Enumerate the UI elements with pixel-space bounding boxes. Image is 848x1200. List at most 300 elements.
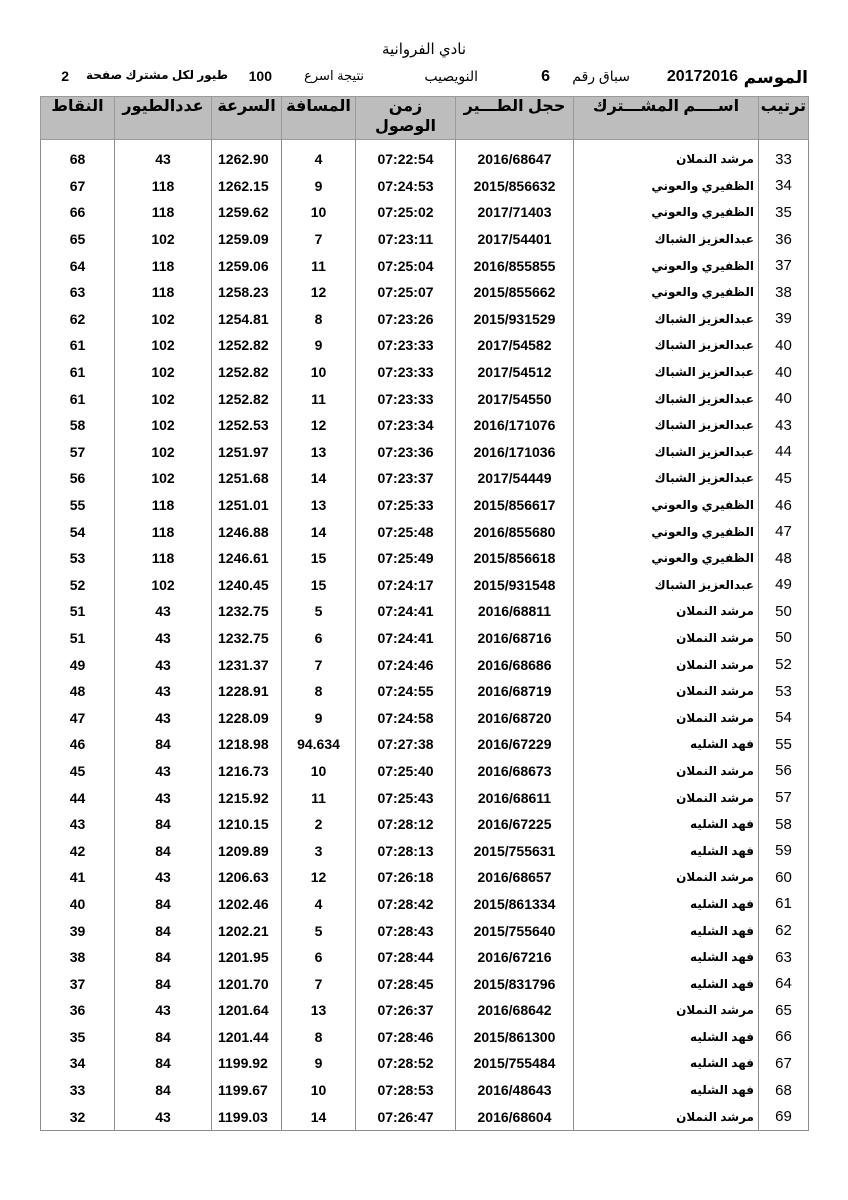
cell-arrival-time: 07:23:26 bbox=[356, 306, 456, 333]
table-row bbox=[41, 306, 809, 333]
cell-rank: 68 bbox=[759, 1077, 809, 1104]
cell-points: 61 bbox=[41, 332, 115, 359]
cell-rank: 58 bbox=[759, 811, 809, 838]
cell-bird-count: 84 bbox=[115, 1024, 212, 1051]
cell-participant-name: فهد الشليه bbox=[574, 891, 759, 918]
cell-speed: 1252.82 bbox=[212, 332, 282, 359]
cell-speed: 1259.06 bbox=[212, 252, 282, 279]
cell-bird-count: 102 bbox=[115, 226, 212, 253]
cell-ring-number: 2016/68604 bbox=[456, 1103, 574, 1130]
cell-arrival-time: 07:25:04 bbox=[356, 252, 456, 279]
cell-arrival-time: 07:28:44 bbox=[356, 944, 456, 971]
cell-ring-number: 2016/68716 bbox=[456, 625, 574, 652]
table-row bbox=[41, 332, 809, 359]
cell-points: 63 bbox=[41, 279, 115, 306]
cell-rank: 34 bbox=[759, 173, 809, 200]
cell-bird-count: 102 bbox=[115, 572, 212, 599]
cell-arrival-time: 07:23:37 bbox=[356, 465, 456, 492]
cell-participant-name: فهد الشليه bbox=[574, 837, 759, 864]
cell-rank: 50 bbox=[759, 625, 809, 652]
header-distance: المسافة bbox=[282, 97, 356, 140]
cell-distance: 15 bbox=[282, 572, 356, 599]
cell-ring-number: 2015/861300 bbox=[456, 1024, 574, 1051]
cell-speed: 1231.37 bbox=[212, 651, 282, 678]
cell-speed: 1210.15 bbox=[212, 811, 282, 838]
cell-points: 55 bbox=[41, 492, 115, 519]
cell-arrival-time: 07:24:41 bbox=[356, 625, 456, 652]
cell-distance: 6 bbox=[282, 944, 356, 971]
table-row bbox=[41, 359, 809, 386]
cell-bird-count: 102 bbox=[115, 465, 212, 492]
cell-ring-number: 2017/71403 bbox=[456, 199, 574, 226]
cell-arrival-time: 07:28:13 bbox=[356, 837, 456, 864]
cell-points: 45 bbox=[41, 758, 115, 785]
result-label: نتيجة اسرع bbox=[304, 68, 364, 83]
table-row bbox=[41, 811, 809, 838]
table-row bbox=[41, 545, 809, 572]
cell-bird-count: 43 bbox=[115, 784, 212, 811]
table-row bbox=[41, 199, 809, 226]
fastest-count: 100 bbox=[248, 68, 272, 84]
cell-bird-count: 84 bbox=[115, 837, 212, 864]
cell-bird-count: 118 bbox=[115, 199, 212, 226]
cell-rank: 38 bbox=[759, 279, 809, 306]
cell-distance: 8 bbox=[282, 306, 356, 333]
header-points: النقاط bbox=[41, 97, 115, 140]
cell-bird-count: 43 bbox=[115, 146, 212, 173]
cell-distance: 5 bbox=[282, 917, 356, 944]
table-row bbox=[41, 439, 809, 466]
table-row bbox=[41, 492, 809, 519]
cell-participant-name: مرشد النملان bbox=[574, 997, 759, 1024]
cell-distance: 11 bbox=[282, 252, 356, 279]
club-title: نادي الفروانية bbox=[381, 41, 467, 58]
cell-ring-number: 2017/54512 bbox=[456, 359, 574, 386]
cell-ring-number: 2016/68720 bbox=[456, 704, 574, 731]
cell-points: 32 bbox=[41, 1103, 115, 1130]
cell-rank: 33 bbox=[759, 146, 809, 173]
cell-speed: 1209.89 bbox=[212, 837, 282, 864]
cell-ring-number: 2016/855855 bbox=[456, 252, 574, 279]
cell-speed: 1202.46 bbox=[212, 891, 282, 918]
cell-points: 44 bbox=[41, 784, 115, 811]
cell-ring-number: 2016/68611 bbox=[456, 784, 574, 811]
cell-speed: 1258.23 bbox=[212, 279, 282, 306]
season-label: الموسم bbox=[743, 68, 808, 87]
cell-points: 37 bbox=[41, 970, 115, 997]
cell-speed: 1201.44 bbox=[212, 1024, 282, 1051]
cell-bird-count: 102 bbox=[115, 385, 212, 412]
table-row bbox=[41, 970, 809, 997]
cell-points: 42 bbox=[41, 837, 115, 864]
table-row bbox=[41, 864, 809, 891]
cell-bird-count: 118 bbox=[115, 173, 212, 200]
cell-distance: 9 bbox=[282, 173, 356, 200]
cell-ring-number: 2016/68673 bbox=[456, 758, 574, 785]
cell-bird-count: 84 bbox=[115, 1077, 212, 1104]
cell-points: 38 bbox=[41, 944, 115, 971]
cell-speed: 1240.45 bbox=[212, 572, 282, 599]
cell-distance: 7 bbox=[282, 226, 356, 253]
header-bird-count: عددالطيور bbox=[115, 97, 212, 140]
cell-rank: 59 bbox=[759, 837, 809, 864]
race-location: النويصيب bbox=[424, 68, 478, 84]
cell-distance: 10 bbox=[282, 758, 356, 785]
table-row bbox=[41, 731, 809, 758]
table-row bbox=[41, 173, 809, 200]
table-row bbox=[41, 279, 809, 306]
cell-rank: 47 bbox=[759, 518, 809, 545]
results-body bbox=[41, 140, 809, 1131]
cell-bird-count: 102 bbox=[115, 359, 212, 386]
cell-participant-name: الظفيري والعوني bbox=[574, 518, 759, 545]
cell-speed: 1252.82 bbox=[212, 359, 282, 386]
cell-participant-name: عبدالعزيز الشباك bbox=[574, 385, 759, 412]
cell-points: 40 bbox=[41, 891, 115, 918]
cell-ring-number: 2016/48643 bbox=[456, 1077, 574, 1104]
cell-rank: 35 bbox=[759, 199, 809, 226]
table-row bbox=[41, 146, 809, 173]
cell-arrival-time: 07:25:43 bbox=[356, 784, 456, 811]
cell-points: 48 bbox=[41, 678, 115, 705]
cell-points: 49 bbox=[41, 651, 115, 678]
cell-rank: 67 bbox=[759, 1050, 809, 1077]
cell-distance: 12 bbox=[282, 864, 356, 891]
cell-participant-name: مرشد النملان bbox=[574, 651, 759, 678]
cell-rank: 69 bbox=[759, 1103, 809, 1130]
cell-arrival-time: 07:28:12 bbox=[356, 811, 456, 838]
table-row bbox=[41, 678, 809, 705]
cell-participant-name: فهد الشليه bbox=[574, 970, 759, 997]
cell-rank: 37 bbox=[759, 252, 809, 279]
cell-ring-number: 2015/931529 bbox=[456, 306, 574, 333]
cell-bird-count: 84 bbox=[115, 731, 212, 758]
cell-rank: 54 bbox=[759, 704, 809, 731]
page-number: 2 bbox=[61, 68, 69, 84]
cell-ring-number: 2016/68647 bbox=[456, 146, 574, 173]
cell-participant-name: مرشد النملان bbox=[574, 146, 759, 173]
cell-distance: 12 bbox=[282, 412, 356, 439]
cell-arrival-time: 07:28:43 bbox=[356, 917, 456, 944]
cell-participant-name: الظفيري والعوني bbox=[574, 492, 759, 519]
cell-distance: 7 bbox=[282, 970, 356, 997]
cell-distance: 13 bbox=[282, 439, 356, 466]
cell-participant-name: عبدالعزيز الشباك bbox=[574, 226, 759, 253]
cell-distance: 12 bbox=[282, 279, 356, 306]
cell-arrival-time: 07:28:42 bbox=[356, 891, 456, 918]
cell-ring-number: 2015/856618 bbox=[456, 545, 574, 572]
cell-ring-number: 2016/68686 bbox=[456, 651, 574, 678]
cell-bird-count: 84 bbox=[115, 970, 212, 997]
cell-participant-name: فهد الشليه bbox=[574, 944, 759, 971]
cell-arrival-time: 07:25:33 bbox=[356, 492, 456, 519]
cell-participant-name: مرشد النملان bbox=[574, 1103, 759, 1130]
cell-arrival-time: 07:24:46 bbox=[356, 651, 456, 678]
cell-speed: 1232.75 bbox=[212, 598, 282, 625]
cell-speed: 1199.67 bbox=[212, 1077, 282, 1104]
cell-bird-count: 84 bbox=[115, 944, 212, 971]
header-ring-number: حجل الطـــير bbox=[456, 97, 574, 140]
cell-distance: 9 bbox=[282, 1050, 356, 1077]
table-row bbox=[41, 412, 809, 439]
header-speed: السرعة bbox=[212, 97, 282, 140]
cell-rank: 40 bbox=[759, 359, 809, 386]
cell-arrival-time: 07:23:34 bbox=[356, 412, 456, 439]
cell-points: 43 bbox=[41, 811, 115, 838]
cell-speed: 1202.21 bbox=[212, 917, 282, 944]
season-value: 20172016 bbox=[666, 68, 738, 85]
cell-arrival-time: 07:28:45 bbox=[356, 970, 456, 997]
cell-bird-count: 43 bbox=[115, 864, 212, 891]
cell-points: 51 bbox=[41, 625, 115, 652]
cell-participant-name: عبدالعزيز الشباك bbox=[574, 306, 759, 333]
cell-speed: 1259.62 bbox=[212, 199, 282, 226]
cell-points: 56 bbox=[41, 465, 115, 492]
cell-bird-count: 102 bbox=[115, 412, 212, 439]
cell-distance: 94.634 bbox=[282, 731, 356, 758]
cell-points: 39 bbox=[41, 917, 115, 944]
cell-distance: 15 bbox=[282, 545, 356, 572]
cell-ring-number: 2016/68811 bbox=[456, 598, 574, 625]
cell-points: 64 bbox=[41, 252, 115, 279]
cell-speed: 1199.92 bbox=[212, 1050, 282, 1077]
cell-rank: 39 bbox=[759, 306, 809, 333]
cell-distance: 14 bbox=[282, 465, 356, 492]
cell-speed: 1246.61 bbox=[212, 545, 282, 572]
cell-bird-count: 118 bbox=[115, 518, 212, 545]
cell-participant-name: فهد الشليه bbox=[574, 1077, 759, 1104]
cell-speed: 1262.15 bbox=[212, 173, 282, 200]
cell-rank: 53 bbox=[759, 678, 809, 705]
cell-participant-name: عبدالعزيز الشباك bbox=[574, 359, 759, 386]
cell-rank: 36 bbox=[759, 226, 809, 253]
cell-arrival-time: 07:25:49 bbox=[356, 545, 456, 572]
cell-arrival-time: 07:28:46 bbox=[356, 1024, 456, 1051]
cell-rank: 43 bbox=[759, 412, 809, 439]
cell-points: 53 bbox=[41, 545, 115, 572]
cell-bird-count: 84 bbox=[115, 811, 212, 838]
cell-distance: 13 bbox=[282, 997, 356, 1024]
cell-participant-name: مرشد النملان bbox=[574, 678, 759, 705]
cell-participant-name: فهد الشليه bbox=[574, 731, 759, 758]
cell-points: 54 bbox=[41, 518, 115, 545]
cell-distance: 11 bbox=[282, 385, 356, 412]
cell-points: 47 bbox=[41, 704, 115, 731]
cell-participant-name: عبدالعزيز الشباك bbox=[574, 412, 759, 439]
cell-participant-name: عبدالعزيز الشباك bbox=[574, 332, 759, 359]
cell-participant-name: مرشد النملان bbox=[574, 704, 759, 731]
cell-distance: 2 bbox=[282, 811, 356, 838]
header-participant-name: اســــم المشـــترك bbox=[574, 97, 759, 140]
cell-arrival-time: 07:28:52 bbox=[356, 1050, 456, 1077]
cell-points: 61 bbox=[41, 385, 115, 412]
cell-distance: 8 bbox=[282, 1024, 356, 1051]
table-row bbox=[41, 917, 809, 944]
cell-arrival-time: 07:22:54 bbox=[356, 146, 456, 173]
cell-arrival-time: 07:23:11 bbox=[356, 226, 456, 253]
cell-ring-number: 2016/67216 bbox=[456, 944, 574, 971]
cell-distance: 10 bbox=[282, 359, 356, 386]
cell-points: 62 bbox=[41, 306, 115, 333]
cell-rank: 65 bbox=[759, 997, 809, 1024]
cell-arrival-time: 07:23:33 bbox=[356, 385, 456, 412]
cell-ring-number: 2016/68657 bbox=[456, 864, 574, 891]
cell-arrival-time: 07:24:41 bbox=[356, 598, 456, 625]
cell-distance: 4 bbox=[282, 146, 356, 173]
cell-distance: 14 bbox=[282, 1103, 356, 1130]
cell-bird-count: 102 bbox=[115, 439, 212, 466]
cell-arrival-time: 07:24:53 bbox=[356, 173, 456, 200]
cell-rank: 55 bbox=[759, 731, 809, 758]
results-table bbox=[40, 96, 809, 1131]
cell-distance: 5 bbox=[282, 598, 356, 625]
cell-bird-count: 43 bbox=[115, 1103, 212, 1130]
cell-rank: 61 bbox=[759, 891, 809, 918]
cell-rank: 44 bbox=[759, 439, 809, 466]
cell-participant-name: فهد الشليه bbox=[574, 917, 759, 944]
cell-distance: 8 bbox=[282, 678, 356, 705]
table-row bbox=[41, 1050, 809, 1077]
cell-participant-name: عبدالعزيز الشباك bbox=[574, 572, 759, 599]
cell-speed: 1206.63 bbox=[212, 864, 282, 891]
cell-points: 66 bbox=[41, 199, 115, 226]
table-row bbox=[41, 598, 809, 625]
per-participant-text: طيور لكل مشترك صفحة bbox=[86, 68, 228, 82]
cell-participant-name: مرشد النملان bbox=[574, 758, 759, 785]
cell-arrival-time: 07:26:18 bbox=[356, 864, 456, 891]
cell-rank: 62 bbox=[759, 917, 809, 944]
cell-speed: 1251.68 bbox=[212, 465, 282, 492]
cell-speed: 1215.92 bbox=[212, 784, 282, 811]
cell-arrival-time: 07:23:33 bbox=[356, 332, 456, 359]
cell-points: 34 bbox=[41, 1050, 115, 1077]
cell-arrival-time: 07:26:47 bbox=[356, 1103, 456, 1130]
cell-rank: 40 bbox=[759, 385, 809, 412]
cell-rank: 40 bbox=[759, 332, 809, 359]
cell-distance: 11 bbox=[282, 784, 356, 811]
table-row bbox=[41, 704, 809, 731]
cell-points: 46 bbox=[41, 731, 115, 758]
cell-ring-number: 2015/861334 bbox=[456, 891, 574, 918]
table-row bbox=[41, 625, 809, 652]
cell-arrival-time: 07:25:48 bbox=[356, 518, 456, 545]
cell-participant-name: الظفيري والعوني bbox=[574, 252, 759, 279]
cell-bird-count: 84 bbox=[115, 917, 212, 944]
cell-rank: 64 bbox=[759, 970, 809, 997]
cell-ring-number: 2015/856632 bbox=[456, 173, 574, 200]
cell-points: 33 bbox=[41, 1077, 115, 1104]
cell-arrival-time: 07:24:58 bbox=[356, 704, 456, 731]
table-row bbox=[41, 518, 809, 545]
cell-rank: 52 bbox=[759, 651, 809, 678]
cell-arrival-time: 07:28:53 bbox=[356, 1077, 456, 1104]
cell-rank: 57 bbox=[759, 784, 809, 811]
cell-bird-count: 118 bbox=[115, 492, 212, 519]
cell-ring-number: 2015/855662 bbox=[456, 279, 574, 306]
cell-distance: 13 bbox=[282, 492, 356, 519]
cell-participant-name: الظفيري والعوني bbox=[574, 173, 759, 200]
cell-bird-count: 43 bbox=[115, 625, 212, 652]
cell-participant-name: فهد الشليه bbox=[574, 1050, 759, 1077]
cell-participant-name: الظفيري والعوني bbox=[574, 545, 759, 572]
cell-distance: 6 bbox=[282, 625, 356, 652]
cell-distance: 4 bbox=[282, 891, 356, 918]
cell-speed: 1262.90 bbox=[212, 146, 282, 173]
table-row bbox=[41, 465, 809, 492]
cell-rank: 63 bbox=[759, 944, 809, 971]
cell-ring-number: 2015/856617 bbox=[456, 492, 574, 519]
table-row bbox=[41, 226, 809, 253]
cell-points: 36 bbox=[41, 997, 115, 1024]
cell-ring-number: 2015/755484 bbox=[456, 1050, 574, 1077]
table-row bbox=[41, 1103, 809, 1130]
cell-speed: 1199.03 bbox=[212, 1103, 282, 1130]
cell-rank: 56 bbox=[759, 758, 809, 785]
cell-speed: 1232.75 bbox=[212, 625, 282, 652]
cell-ring-number: 2017/54449 bbox=[456, 465, 574, 492]
cell-bird-count: 43 bbox=[115, 704, 212, 731]
cell-ring-number: 2016/67229 bbox=[456, 731, 574, 758]
table-row bbox=[41, 891, 809, 918]
cell-ring-number: 2015/931548 bbox=[456, 572, 574, 599]
race-number-value: 6 bbox=[541, 68, 550, 85]
cell-rank: 45 bbox=[759, 465, 809, 492]
cell-bird-count: 118 bbox=[115, 252, 212, 279]
cell-points: 52 bbox=[41, 572, 115, 599]
cell-points: 61 bbox=[41, 359, 115, 386]
cell-distance: 9 bbox=[282, 332, 356, 359]
cell-speed: 1259.09 bbox=[212, 226, 282, 253]
cell-rank: 66 bbox=[759, 1024, 809, 1051]
cell-arrival-time: 07:24:55 bbox=[356, 678, 456, 705]
cell-rank: 60 bbox=[759, 864, 809, 891]
table-row bbox=[41, 385, 809, 412]
cell-distance: 9 bbox=[282, 704, 356, 731]
cell-rank: 50 bbox=[759, 598, 809, 625]
cell-speed: 1251.97 bbox=[212, 439, 282, 466]
cell-ring-number: 2015/831796 bbox=[456, 970, 574, 997]
cell-arrival-time: 07:23:33 bbox=[356, 359, 456, 386]
cell-ring-number: 2017/54582 bbox=[456, 332, 574, 359]
cell-points: 65 bbox=[41, 226, 115, 253]
cell-bird-count: 102 bbox=[115, 306, 212, 333]
cell-speed: 1246.88 bbox=[212, 518, 282, 545]
table-row bbox=[41, 758, 809, 785]
cell-bird-count: 43 bbox=[115, 997, 212, 1024]
cell-rank: 49 bbox=[759, 572, 809, 599]
cell-arrival-time: 07:26:37 bbox=[356, 997, 456, 1024]
cell-arrival-time: 07:24:17 bbox=[356, 572, 456, 599]
cell-distance: 10 bbox=[282, 199, 356, 226]
cell-bird-count: 118 bbox=[115, 545, 212, 572]
cell-participant-name: الظفيري والعوني bbox=[574, 279, 759, 306]
cell-points: 58 bbox=[41, 412, 115, 439]
cell-arrival-time: 07:27:38 bbox=[356, 731, 456, 758]
table-row bbox=[41, 784, 809, 811]
cell-ring-number: 2016/68642 bbox=[456, 997, 574, 1024]
cell-participant-name: مرشد النملان bbox=[574, 625, 759, 652]
cell-speed: 1201.64 bbox=[212, 997, 282, 1024]
cell-arrival-time: 07:23:36 bbox=[356, 439, 456, 466]
cell-points: 67 bbox=[41, 173, 115, 200]
header-arrival-time: زمن الوصول bbox=[356, 97, 456, 140]
table-row bbox=[41, 572, 809, 599]
cell-speed: 1201.95 bbox=[212, 944, 282, 971]
cell-distance: 3 bbox=[282, 837, 356, 864]
table-row bbox=[41, 651, 809, 678]
cell-speed: 1228.09 bbox=[212, 704, 282, 731]
cell-arrival-time: 07:25:02 bbox=[356, 199, 456, 226]
